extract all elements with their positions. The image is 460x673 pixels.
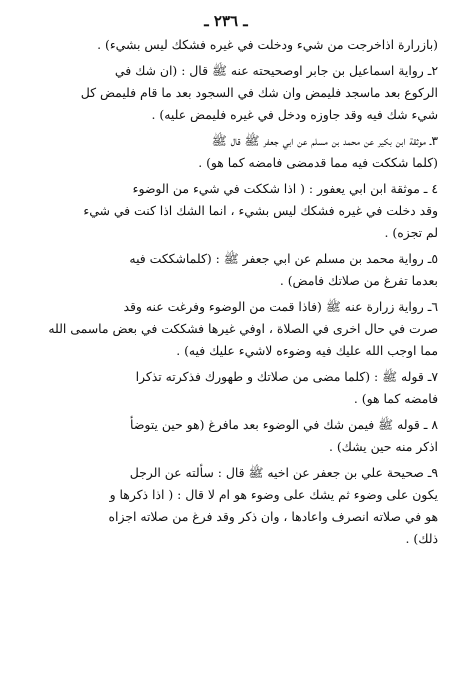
text-line: (كلما شككت فيه مما قدمضى فامضه كما هو) . bbox=[198, 155, 438, 170]
paragraph bbox=[14, 296, 438, 366]
text-line: شيء شك فيه وقد جاوزه ودخل في غيره فليمض عليه) . bbox=[151, 107, 438, 122]
text-line: وقد دخلت في غيره فشكك ليس بشيء ، انما الشك اذا كنت في شيء bbox=[83, 203, 438, 218]
text-line: مما اوجب الله عليك فيه وضوءه لاشيء عليك فيه) . bbox=[176, 343, 438, 358]
text-line: ٣ـ موثقة ابن بكير عن محمد بن مسلم عن ابي جعفر ﷺ قال ﷺ bbox=[211, 133, 438, 148]
text-line: ٤ ـ موثقة ابن ابي يعفور : ( اذا شككت في شيء من الوضوء bbox=[132, 181, 438, 196]
page-number: ـ ٢٣٦ ـ bbox=[204, 12, 248, 30]
text-line: الركوع بعد ماسجد فليمض وان شك في السجود بعد ما قام فليمض كل bbox=[80, 85, 438, 100]
paragraph bbox=[14, 178, 438, 248]
text-line: ٦ـ رواية زرارة عنه ﷺ (فاذا قمت من الوضوء وفرغت عنه وقد bbox=[123, 299, 438, 314]
paragraph bbox=[14, 366, 438, 414]
text-line: يكون على وضوء ثم يشك على وضوء هو ام لا قال : ( اذا ذكرها و bbox=[109, 487, 438, 502]
text-line: اذكر منه حين يشك) . bbox=[328, 439, 438, 454]
text-line: ذلك) . bbox=[405, 531, 438, 546]
text-line: لم تجزه) . bbox=[384, 225, 438, 240]
text-line: ٨ ـ قوله ﷺ فيمن شك في الوضوء بعد مافرغ (هو حين يتوضأ bbox=[130, 417, 438, 432]
text-line: فامضه كما هو) . bbox=[353, 391, 438, 406]
paragraph bbox=[14, 462, 438, 554]
page-body bbox=[14, 34, 438, 554]
text-line: ٩ـ صحيحة علي بن جعفر عن اخيه ﷺ قال : سألته عن الرجل bbox=[129, 465, 438, 480]
text-line: ٥ـ رواية محمد بن مسلم عن ابي جعفر ﷺ : (كلماشككت فيه bbox=[129, 251, 438, 266]
text-line: (بازرارة اذاخرجت من شيء ودخلت في غيره فشكك ليس بشيء) . bbox=[97, 37, 438, 52]
text-line: هو في صلاته انصرف واعادها ، وان ذكر وقد فرغ من صلاته اجزاه bbox=[108, 509, 438, 524]
paragraph bbox=[14, 34, 438, 60]
paragraph bbox=[14, 248, 438, 296]
paragraph bbox=[14, 414, 438, 462]
text-line: بعدما تفرغ من صلاتك فامض) . bbox=[279, 273, 438, 288]
text-line: ٢ـ رواية اسماعيل بن جابر اوصحيحته عنه ﷺ قال : (ان شك في bbox=[114, 63, 438, 78]
paragraph bbox=[14, 130, 438, 178]
text-line: صرت في حال اخرى في الصلاة ، اوفي غيرها فشككت في بعض ماسمى الله bbox=[48, 321, 438, 336]
paragraph bbox=[14, 60, 438, 130]
text-line: ٧ـ قوله ﷺ : (كلما مضى من صلاتك و طهورك فذكرته تذكرا bbox=[135, 369, 438, 384]
